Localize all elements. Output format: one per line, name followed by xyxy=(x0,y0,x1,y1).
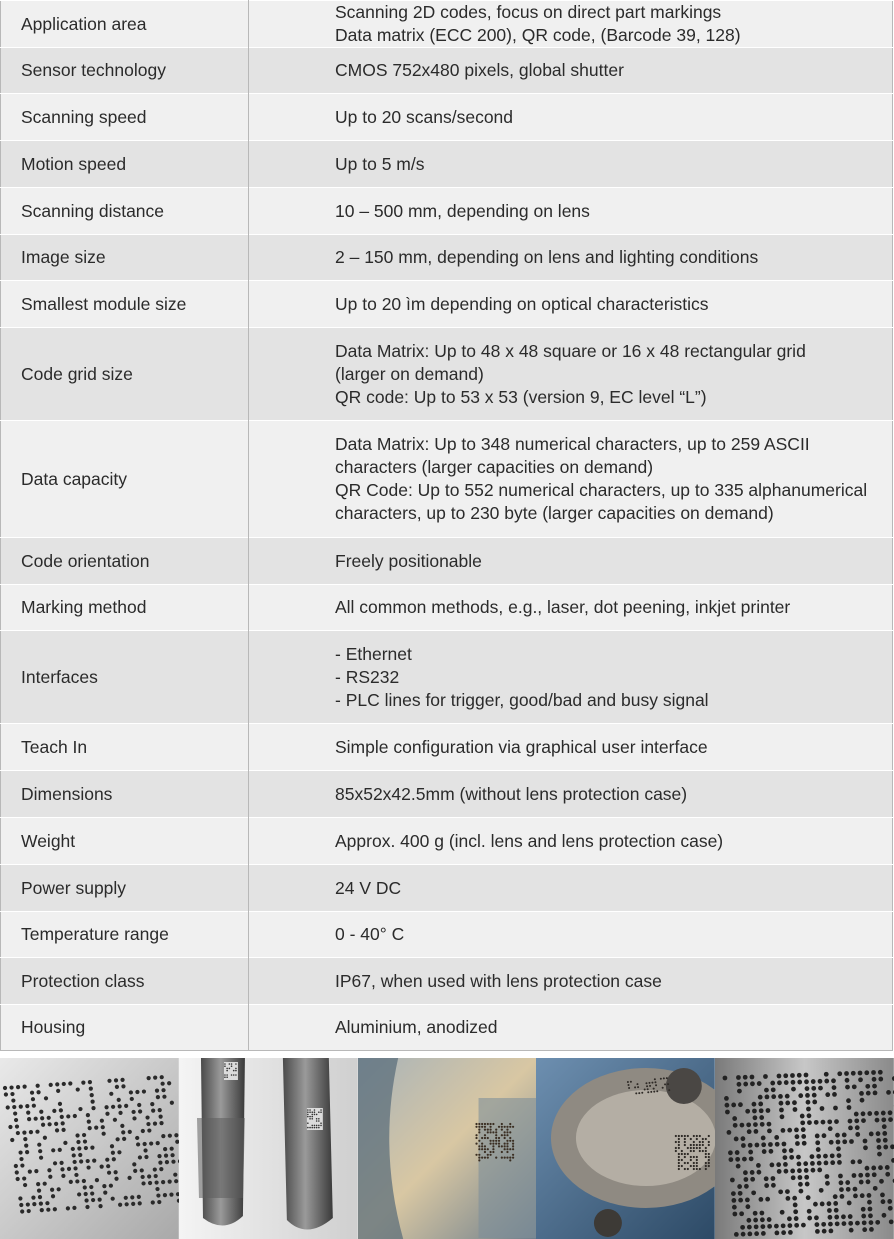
spec-value xyxy=(249,958,893,1005)
spec-row xyxy=(1,958,893,1005)
spec-label: Power supply xyxy=(1,865,249,912)
spec-value xyxy=(249,865,893,912)
spec-row xyxy=(1,912,893,958)
spec-label: Housing xyxy=(1,1005,249,1051)
spec-value xyxy=(249,912,893,958)
spec-value-line: All common methods, e.g., laser, dot peening, inkjet printer xyxy=(335,597,791,617)
spec-row xyxy=(1,1,893,48)
spec-label: Sensor technology xyxy=(1,48,249,94)
spec-value xyxy=(249,235,893,281)
spec-label: Scanning speed xyxy=(1,94,249,141)
spec-row xyxy=(1,538,893,585)
spec-row xyxy=(1,94,893,141)
spec-value xyxy=(249,281,893,328)
spec-value-line: QR Code: Up to 552 numerical characters, up to 335 alphanumerical xyxy=(335,480,868,500)
spec-label: Motion speed xyxy=(1,141,249,188)
spec-value xyxy=(249,188,893,235)
textured-dot-marking-photo xyxy=(715,1058,894,1239)
spec-value xyxy=(249,94,893,141)
spec-label: Scanning distance xyxy=(1,188,249,235)
spec-label: Temperature range xyxy=(1,912,249,958)
spec-value-line: Up to 5 m/s xyxy=(335,153,425,174)
spec-value-line: IP67, when used with lens protection case xyxy=(335,970,662,991)
spec-value-line: - Ethernet xyxy=(335,643,412,664)
spec-value xyxy=(249,631,893,724)
spec-value-line: 10 – 500 mm, depending on lens xyxy=(335,200,590,221)
spec-row xyxy=(1,328,893,421)
spec-label: Teach In xyxy=(1,724,249,771)
spec-value-line: characters, up to 230 byte (larger capacities on demand) xyxy=(335,503,774,523)
spec-row xyxy=(1,585,893,631)
spec-value-line: (larger on demand) xyxy=(335,363,484,384)
spec-row xyxy=(1,48,893,94)
spec-value-line: - RS232 xyxy=(335,666,400,687)
spec-value-line: Aluminium, anodized xyxy=(335,1017,498,1037)
spec-value-line: Scanning 2D codes, focus on direct part markings xyxy=(335,2,722,22)
spec-row xyxy=(1,771,893,818)
spec-row xyxy=(1,141,893,188)
spec-row xyxy=(1,281,893,328)
spec-row xyxy=(1,818,893,865)
dot-peen-matrix-photo xyxy=(0,1058,179,1239)
spec-value-line: 2 – 150 mm, depending on lens and lighting conditions xyxy=(335,247,759,267)
spec-label: Marking method xyxy=(1,585,249,631)
spec-value xyxy=(249,421,893,538)
spec-value xyxy=(249,724,893,771)
spec-row xyxy=(1,724,893,771)
metal-pins-photo xyxy=(179,1058,358,1239)
spec-label: Dimensions xyxy=(1,771,249,818)
spec-value xyxy=(249,328,893,421)
spec-table-body xyxy=(1,1,893,1051)
spec-row xyxy=(1,421,893,538)
spec-value xyxy=(249,48,893,94)
spec-row xyxy=(1,188,893,235)
curved-part-code-photo xyxy=(358,1058,537,1239)
spec-label: Application area xyxy=(1,1,249,48)
spec-label: Smallest module size xyxy=(1,281,249,328)
ring-part-code-photo xyxy=(536,1058,715,1239)
spec-label: Code orientation xyxy=(1,538,249,585)
spec-label: Data capacity xyxy=(1,421,249,538)
spec-value-line: 85x52x42.5mm (without lens protection case) xyxy=(335,783,688,804)
spec-value xyxy=(249,1,893,48)
spec-value-line: 24 V DC xyxy=(335,877,402,898)
spec-label: Protection class xyxy=(1,958,249,1005)
spec-value xyxy=(249,771,893,818)
spec-row xyxy=(1,1005,893,1051)
spec-value-line: QR code: Up to 53 x 53 (version 9, EC level “L”) xyxy=(335,386,707,407)
spec-value xyxy=(249,141,893,188)
spec-label: Interfaces xyxy=(1,631,249,724)
spec-value-line: Simple configuration via graphical user interface xyxy=(335,736,708,757)
spec-row xyxy=(1,235,893,281)
spec-value xyxy=(249,538,893,585)
spec-value xyxy=(249,1005,893,1051)
spec-value-line: Data Matrix: Up to 348 numerical characters, up to 259 ASCII xyxy=(335,434,810,454)
spec-label: Code grid size xyxy=(1,328,249,421)
spec-value-line: characters (larger capacities on demand) xyxy=(335,457,654,477)
spec-label: Weight xyxy=(1,818,249,865)
marking-photo-strip xyxy=(0,1058,894,1239)
spec-value-line: Up to 20 scans/second xyxy=(335,106,514,127)
spec-value-line: Up to 20 ìm depending on optical characteristics xyxy=(335,293,709,314)
spec-value-line: Approx. 400 g (incl. lens and lens protection case) xyxy=(335,830,724,851)
spec-value-line: 0 - 40° C xyxy=(335,924,405,944)
spec-label: Image size xyxy=(1,235,249,281)
spec-value-line: Freely positionable xyxy=(335,550,482,571)
spec-value xyxy=(249,585,893,631)
spec-value-line: CMOS 752x480 pixels, global shutter xyxy=(335,60,624,80)
spec-value-line: Data Matrix: Up to 48 x 48 square or 16 x 48 rectangular grid xyxy=(335,340,806,361)
spec-row xyxy=(1,865,893,912)
spec-value-line: Data matrix (ECC 200), QR code, (Barcode 39, 128) xyxy=(335,25,741,45)
spec-row xyxy=(1,631,893,724)
spec-value-line: - PLC lines for trigger, good/bad and busy signal xyxy=(335,689,709,710)
spec-value xyxy=(249,818,893,865)
